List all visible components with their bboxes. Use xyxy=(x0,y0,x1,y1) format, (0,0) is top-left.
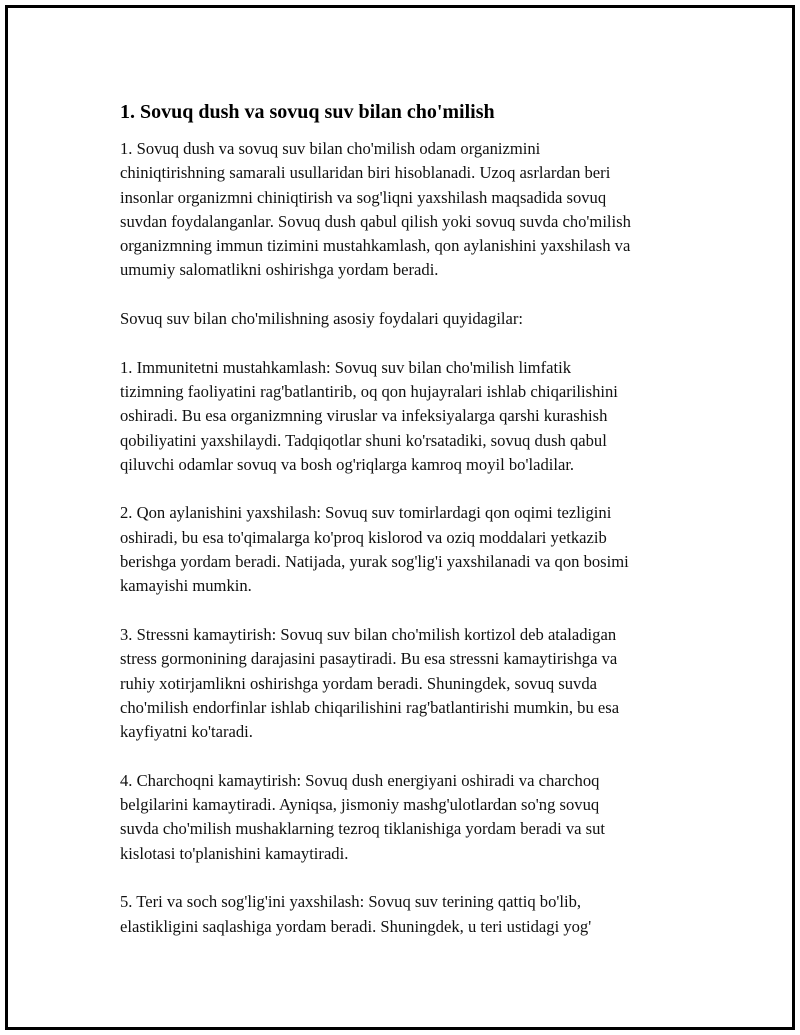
paragraph-line: tizimning faoliyatini rag'batlantirib, oq qon hujayralari ishlab chiqarilishini xyxy=(120,381,618,401)
paragraph xyxy=(120,501,690,598)
paragraph-line: stress gormonining darajasini pasaytiradi. Bu esa stressni kamaytirishga va xyxy=(120,649,618,669)
paragraph-line: ruhiy xotirjamlikni oshirishga yordam beradi. Shuningdek, sovuq suvda xyxy=(120,673,598,693)
paragraph-line: berishga yordam beradi. Natijada, yurak sog'lig'i yaxshilanadi va qon bosimi xyxy=(120,552,629,572)
paragraph-line: 1. Immunitetni mustahkamlash: Sovuq suv bilan cho'milish limfatik xyxy=(120,357,571,377)
paragraph xyxy=(120,769,690,866)
paragraph-line: cho'milish endorfinlar ishlab chiqarilishini rag'batlantirishi mumkin, bu esa xyxy=(120,697,620,717)
paragraph-line: oshiradi, bu esa to'qimalarga ko'proq kislorod va oziq moddalari yetkazib xyxy=(120,527,607,547)
page-frame xyxy=(5,5,795,1030)
paragraph-line: 4. Charchoqni kamaytirish: Sovuq dush energiyani oshiradi va charchoq xyxy=(120,770,600,790)
paragraph-line: belgilarini kamaytiradi. Ayniqsa, jismoniy mashg'ulotlardan so'ng sovuq xyxy=(120,795,600,815)
paragraph-line: umumiy salomatlikni oshirishga yordam beradi. xyxy=(120,260,439,280)
paragraph-line: 5. Teri va soch sog'lig'ini yaxshilash: Sovuq suv terining qattiq bo'lib, xyxy=(120,892,582,912)
paragraph-line: suvda cho'milish mushaklarning tezroq tiklanishiga yordam beradi va sut xyxy=(120,819,606,839)
paragraph-line: Sovuq suv bilan cho'milishning asosiy foydalari quyidagilar: xyxy=(120,309,524,329)
paragraph-line: kayfiyatni ko'taradi. xyxy=(120,722,253,742)
paragraph-line: qiluvchi odamlar sovuq va bosh og'riqlarga kamroq moyil bo'ladilar. xyxy=(120,454,575,474)
paragraph-line: suvdan foydalanganlar. Sovuq dush qabul qilish yoki sovuq suvda cho'milish xyxy=(120,211,631,231)
paragraph-line: insonlar organizmni chiniqtirish va sog'liqni yaxshilash maqsadida sovuq xyxy=(120,187,607,207)
paragraph-line: kamayishi mumkin. xyxy=(120,576,252,596)
paragraph xyxy=(120,623,690,744)
paragraph-line: 2. Qon aylanishini yaxshilash: Sovuq suv tomirlardagi qon oqimi tezligini xyxy=(120,503,612,523)
paragraph-line: 1. Sovuq dush va sovuq suv bilan cho'milish odam organizmini xyxy=(120,139,541,158)
paragraph xyxy=(120,137,690,283)
paragraph xyxy=(120,356,690,477)
paragraph-line: qobiliyatini yaxshilaydi. Tadqiqotlar shuni ko'rsatadiki, sovuq dush qabul xyxy=(120,430,607,450)
paragraph-line: chiniqtirishning samarali usullaridan biri hisoblanadi. Uzoq asrlardan beri xyxy=(120,163,611,183)
paragraph-line: organizmning immun tizimini mustahkamlash, qon aylanishini yaxshilash va xyxy=(120,236,631,256)
paragraph-line: oshiradi. Bu esa organizmning viruslar va infeksiyalarga qarshi kurashish xyxy=(120,406,608,426)
paragraph-line: 3. Stressni kamaytirish: Sovuq suv bilan cho'milish kortizol deb ataladigan xyxy=(120,624,617,644)
paragraph xyxy=(120,307,690,331)
document-title: 1. Sovuq dush va sovuq suv bilan cho'milish xyxy=(120,101,495,123)
paragraph xyxy=(120,890,690,939)
document-body xyxy=(120,98,690,963)
paragraph-line: elastikligini saqlashiga yordam beradi. Shuningdek, u teri ustidagi yog' xyxy=(120,916,592,936)
paragraph-line: kislotasi to'planishini kamaytiradi. xyxy=(120,843,349,863)
paragraph-list xyxy=(120,137,690,939)
